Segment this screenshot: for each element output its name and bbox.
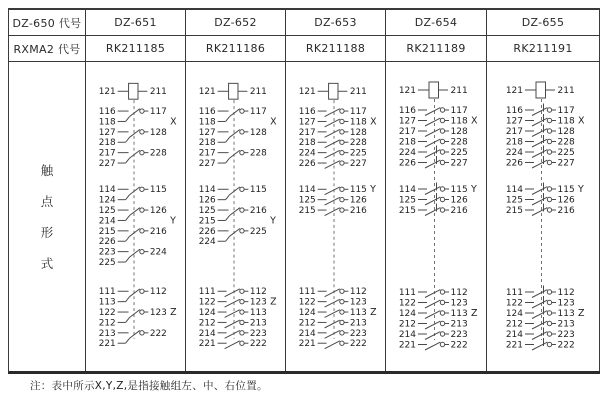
svg-text:115: 115: [450, 185, 468, 195]
svg-text:225: 225: [249, 226, 267, 237]
svg-text:221: 221: [198, 339, 216, 350]
svg-text:123: 123: [149, 308, 167, 319]
svg-text:Z: Z: [471, 308, 478, 319]
svg-text:124: 124: [298, 308, 316, 319]
svg-text:114: 114: [398, 185, 416, 195]
svg-text:227: 227: [98, 159, 116, 170]
relay-contact-table: [8, 8, 600, 374]
svg-text:224: 224: [149, 247, 167, 258]
svg-text:217: 217: [298, 127, 316, 138]
svg-text:112: 112: [249, 287, 267, 298]
svg-text:227: 227: [349, 159, 367, 170]
svg-text:226: 226: [98, 237, 116, 248]
svg-text:212: 212: [198, 318, 216, 329]
contact-form-char-3: 形: [40, 225, 54, 240]
svg-text:215: 215: [198, 216, 216, 227]
svg-text:112: 112: [349, 287, 367, 298]
svg-text:118: 118: [349, 117, 367, 128]
svg-text:X: X: [170, 116, 177, 128]
svg-text:117: 117: [450, 106, 468, 116]
svg-text:211: 211: [349, 87, 367, 98]
svg-text:223: 223: [349, 328, 367, 339]
svg-text:216: 216: [349, 206, 367, 217]
svg-text:111: 111: [198, 287, 216, 298]
svg-text:217: 217: [98, 148, 116, 159]
header-code-rk211186: RK211186: [186, 36, 286, 62]
svg-text:213: 213: [450, 319, 468, 330]
svg-text:X: X: [578, 115, 585, 127]
svg-text:218: 218: [198, 138, 216, 149]
svg-text:218: 218: [505, 137, 523, 148]
svg-text:125: 125: [505, 195, 523, 206]
svg-text:114: 114: [505, 185, 523, 195]
header-code-rk211189: RK211189: [386, 36, 487, 62]
svg-text:118: 118: [450, 116, 468, 127]
svg-text:125: 125: [298, 195, 316, 206]
diagram-cell-dz653: [286, 62, 386, 371]
svg-text:126: 126: [198, 195, 216, 206]
svg-text:127: 127: [398, 116, 416, 127]
svg-text:118: 118: [198, 117, 216, 128]
svg-text:126: 126: [450, 195, 468, 206]
svg-text:124: 124: [198, 308, 216, 319]
svg-text:124: 124: [505, 309, 523, 319]
svg-text:227: 227: [557, 158, 575, 169]
svg-text:221: 221: [98, 339, 116, 350]
svg-text:216: 216: [249, 206, 267, 217]
svg-text:221: 221: [398, 340, 416, 351]
svg-text:215: 215: [298, 206, 316, 217]
diagram-cell-dz651: [86, 62, 186, 371]
svg-text:212: 212: [398, 319, 416, 330]
svg-text:113: 113: [98, 297, 116, 308]
svg-text:211: 211: [249, 87, 267, 98]
svg-text:122: 122: [98, 308, 116, 319]
diagram-cell-dz655: [487, 62, 600, 371]
svg-text:223: 223: [98, 247, 116, 258]
svg-text:127: 127: [505, 116, 523, 127]
svg-text:228: 228: [349, 138, 367, 149]
contact-form-label: [9, 62, 86, 371]
svg-text:126: 126: [149, 206, 167, 217]
contact-diagram-dz653: [286, 62, 385, 371]
svg-text:225: 225: [349, 148, 367, 159]
diagram-cell-dz652: [186, 62, 286, 371]
svg-text:X: X: [270, 116, 277, 128]
svg-text:227: 227: [450, 158, 468, 169]
svg-text:121: 121: [198, 87, 216, 98]
svg-text:215: 215: [398, 206, 416, 216]
svg-text:115: 115: [349, 185, 367, 196]
svg-text:212: 212: [505, 319, 523, 330]
svg-text:112: 112: [149, 287, 167, 298]
svg-text:X: X: [471, 115, 478, 127]
svg-text:218: 218: [398, 137, 416, 148]
svg-text:128: 128: [249, 127, 267, 138]
svg-text:218: 218: [98, 138, 116, 149]
svg-text:122: 122: [505, 298, 523, 309]
svg-text:213: 213: [557, 319, 575, 330]
svg-text:224: 224: [398, 148, 416, 158]
svg-text:117: 117: [149, 107, 167, 118]
svg-text:216: 216: [450, 206, 468, 216]
svg-text:228: 228: [450, 137, 468, 148]
svg-text:117: 117: [349, 107, 367, 118]
header-model-dz652: DZ-652: [186, 10, 286, 36]
svg-text:215: 215: [98, 226, 116, 237]
svg-text:123: 123: [557, 298, 575, 309]
svg-text:217: 217: [198, 148, 216, 159]
svg-text:Z: Z: [170, 307, 177, 319]
svg-text:222: 222: [149, 328, 167, 339]
svg-text:Y: Y: [270, 215, 276, 227]
svg-text:128: 128: [557, 127, 575, 137]
svg-text:127: 127: [198, 127, 216, 138]
svg-text:Y: Y: [578, 184, 584, 195]
header-rxma2-label: RXMA2 代号: [9, 36, 86, 62]
svg-text:227: 227: [198, 159, 216, 170]
svg-text:122: 122: [398, 298, 416, 309]
svg-text:Z: Z: [270, 296, 277, 308]
svg-text:Z: Z: [370, 307, 377, 319]
svg-text:212: 212: [98, 318, 116, 329]
svg-text:216: 216: [149, 226, 167, 237]
svg-text:Y: Y: [170, 215, 176, 227]
svg-text:211: 211: [557, 86, 575, 96]
contact-diagram-dz654: [386, 62, 486, 371]
svg-text:111: 111: [505, 288, 523, 298]
svg-text:111: 111: [98, 287, 116, 298]
svg-text:214: 214: [398, 330, 416, 340]
svg-text:116: 116: [505, 106, 523, 116]
svg-text:118: 118: [557, 116, 575, 127]
svg-text:113: 113: [349, 308, 367, 319]
svg-text:223: 223: [249, 328, 267, 339]
svg-text:115: 115: [249, 185, 267, 196]
header-code-rk211185: RK211185: [86, 36, 186, 62]
svg-text:114: 114: [198, 185, 216, 196]
svg-text:214: 214: [505, 330, 523, 340]
svg-text:112: 112: [450, 288, 468, 298]
header-code-rk211191: RK211191: [487, 36, 600, 62]
svg-text:213: 213: [349, 318, 367, 329]
svg-text:Z: Z: [578, 308, 585, 319]
svg-text:117: 117: [249, 107, 267, 118]
svg-text:226: 226: [298, 159, 316, 170]
svg-text:115: 115: [149, 185, 167, 196]
footnote: 注：表中所示X,Y,Z,是指接触组左、中、右位置。: [30, 380, 268, 392]
svg-text:221: 221: [298, 339, 316, 350]
svg-text:113: 113: [249, 308, 267, 319]
svg-text:222: 222: [450, 340, 468, 351]
svg-text:112: 112: [557, 288, 575, 298]
svg-text:222: 222: [249, 339, 267, 350]
header-model-dz651: DZ-651: [86, 10, 186, 36]
contact-diagram-dz652: [186, 62, 285, 371]
svg-text:217: 217: [505, 127, 523, 137]
header-model-dz654: DZ-654: [386, 10, 487, 36]
svg-text:122: 122: [198, 297, 216, 308]
svg-text:116: 116: [198, 107, 216, 118]
svg-text:224: 224: [505, 148, 523, 158]
svg-text:123: 123: [249, 297, 267, 308]
svg-text:218: 218: [298, 138, 316, 149]
svg-text:128: 128: [349, 127, 367, 138]
svg-text:121: 121: [505, 86, 523, 96]
svg-text:125: 125: [198, 206, 216, 217]
svg-text:215: 215: [505, 206, 523, 216]
svg-text:125: 125: [398, 195, 416, 206]
header-model-dz655: DZ-655: [487, 10, 600, 36]
contact-form-char-2: 点: [40, 194, 54, 209]
svg-text:Y: Y: [370, 184, 376, 196]
contact-diagram-dz651: [86, 62, 185, 371]
contact-diagram-dz655: [493, 62, 593, 371]
svg-text:121: 121: [398, 86, 416, 96]
svg-text:113: 113: [557, 309, 575, 319]
svg-text:211: 211: [149, 87, 167, 98]
svg-text:122: 122: [298, 297, 316, 308]
svg-text:228: 228: [557, 137, 575, 148]
svg-text:Y: Y: [471, 184, 477, 195]
svg-text:125: 125: [98, 206, 116, 217]
svg-text:226: 226: [505, 158, 523, 169]
svg-text:116: 116: [398, 106, 416, 116]
svg-text:114: 114: [98, 185, 116, 196]
svg-text:126: 126: [349, 195, 367, 206]
contact-form-char-1: 触: [40, 163, 54, 178]
header-series-label: DZ-650 代号: [9, 10, 86, 36]
svg-text:226: 226: [198, 226, 216, 237]
svg-text:214: 214: [98, 216, 116, 227]
svg-text:127: 127: [98, 127, 116, 138]
svg-text:225: 225: [450, 148, 468, 158]
svg-text:211: 211: [450, 86, 468, 96]
svg-text:114: 114: [298, 185, 316, 196]
svg-text:224: 224: [198, 237, 216, 248]
svg-text:226: 226: [398, 158, 416, 169]
svg-text:216: 216: [557, 206, 575, 216]
svg-text:123: 123: [450, 298, 468, 309]
svg-text:124: 124: [398, 309, 416, 319]
svg-text:222: 222: [349, 339, 367, 350]
svg-text:118: 118: [98, 117, 116, 128]
svg-text:214: 214: [198, 328, 216, 339]
svg-text:212: 212: [298, 318, 316, 329]
svg-text:228: 228: [149, 148, 167, 159]
svg-text:121: 121: [298, 87, 316, 98]
svg-text:116: 116: [98, 107, 116, 118]
svg-text:126: 126: [557, 195, 575, 206]
svg-text:127: 127: [298, 117, 316, 128]
svg-text:221: 221: [505, 340, 523, 351]
svg-text:116: 116: [298, 107, 316, 118]
svg-text:128: 128: [149, 127, 167, 138]
svg-text:123: 123: [349, 297, 367, 308]
svg-text:222: 222: [557, 340, 575, 351]
svg-text:223: 223: [557, 330, 575, 340]
contact-form-char-4: 式: [40, 256, 54, 271]
svg-text:213: 213: [98, 328, 116, 339]
svg-text:111: 111: [398, 288, 416, 298]
diagram-cell-dz654: [386, 62, 487, 371]
svg-text:115: 115: [557, 185, 575, 195]
header-code-rk211188: RK211188: [286, 36, 386, 62]
svg-text:X: X: [370, 116, 377, 128]
svg-text:214: 214: [298, 328, 316, 339]
header-model-dz653: DZ-653: [286, 10, 386, 36]
svg-text:225: 225: [98, 258, 116, 269]
svg-text:121: 121: [98, 87, 116, 98]
svg-text:128: 128: [450, 127, 468, 137]
svg-text:113: 113: [450, 309, 468, 319]
svg-text:124: 124: [98, 195, 116, 206]
svg-text:213: 213: [249, 318, 267, 329]
svg-text:225: 225: [557, 148, 575, 158]
svg-text:228: 228: [249, 148, 267, 159]
svg-text:224: 224: [298, 148, 316, 159]
svg-text:217: 217: [398, 127, 416, 137]
svg-text:117: 117: [557, 106, 575, 116]
svg-text:111: 111: [298, 287, 316, 298]
svg-text:223: 223: [450, 330, 468, 340]
